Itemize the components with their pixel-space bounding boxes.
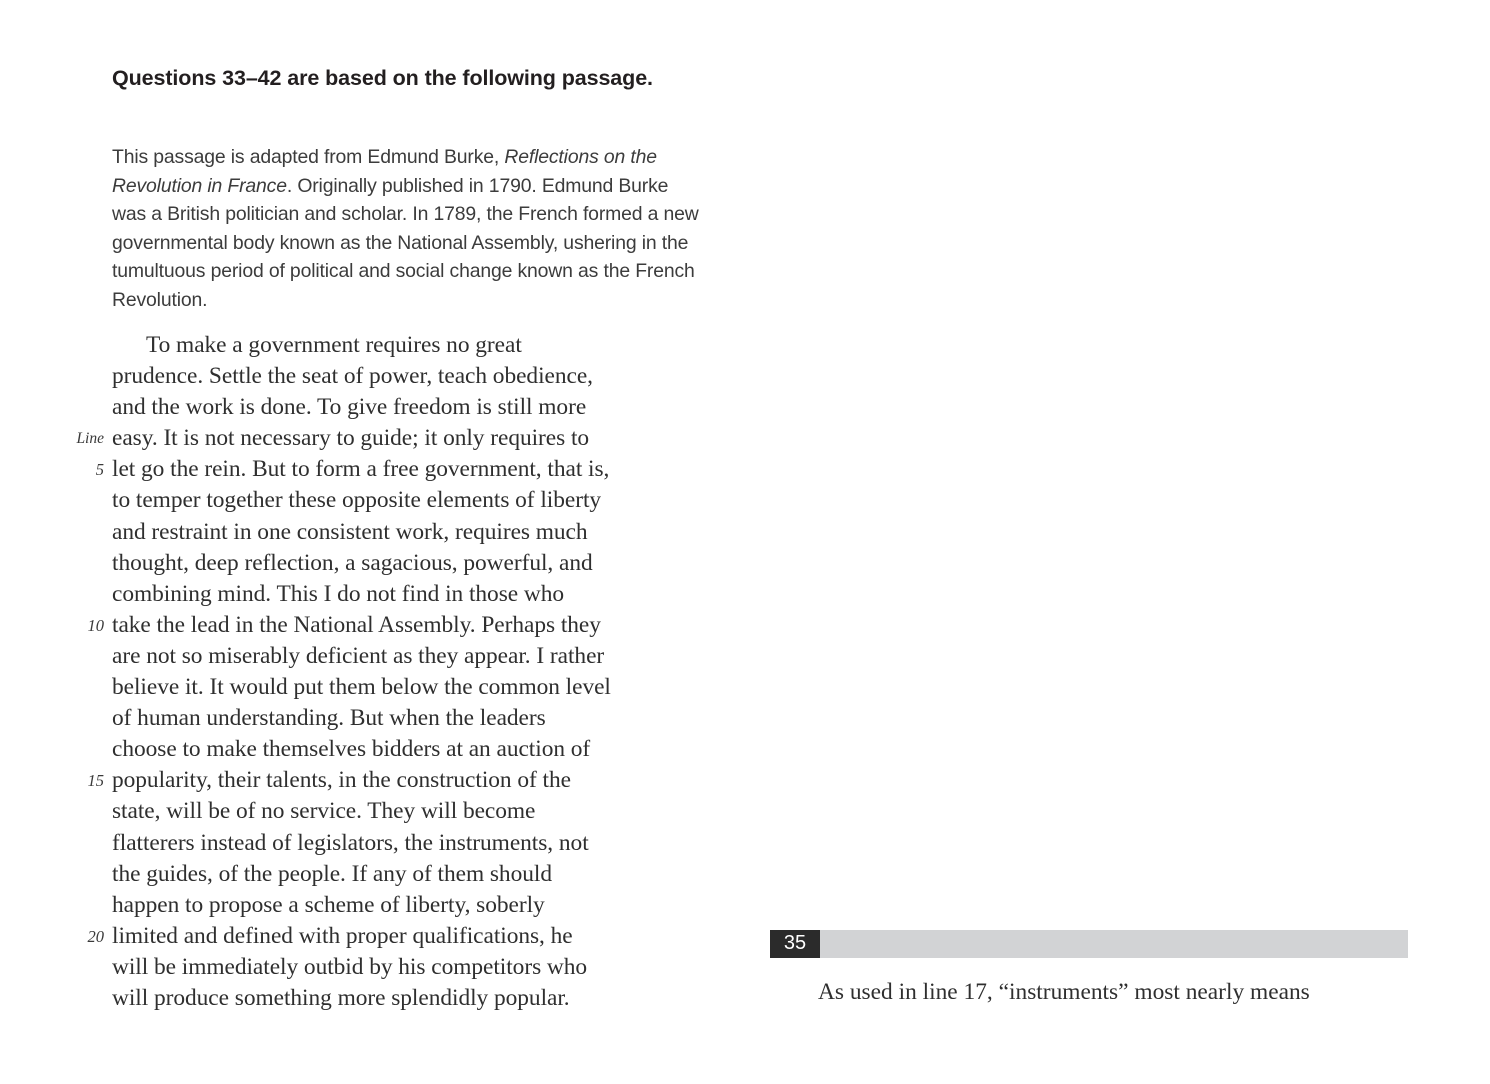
passage-line xyxy=(0,548,745,579)
passage-line-text: thought, deep reflection, a sagacious, powerful, and xyxy=(112,549,593,576)
passage-line xyxy=(0,828,745,859)
passage-line-text: and restraint in one consistent work, requires much xyxy=(112,518,588,545)
passage-line xyxy=(0,579,745,610)
passage-line xyxy=(0,517,745,548)
passage-intro-blurb xyxy=(112,143,704,315)
passage-line xyxy=(0,454,745,485)
passage-line xyxy=(0,703,745,734)
passage-line xyxy=(0,890,745,921)
passage-line-text: believe it. It would put them below the common level xyxy=(112,674,611,701)
passage-line-text: easy. It is not necessary to guide; it only requires to xyxy=(112,425,590,452)
passage-line xyxy=(0,859,745,890)
passage-line-text: let go the rein. But to form a free government, that is, xyxy=(112,456,610,483)
passage-line xyxy=(0,641,745,672)
passage-line xyxy=(0,330,745,361)
question-stem: As used in line 17, “instruments” most nearly means xyxy=(818,979,1310,1005)
passage-line-text: happen to propose a scheme of liberty, soberly xyxy=(112,891,545,918)
passage-line xyxy=(0,952,745,983)
line-label: Line xyxy=(76,430,104,448)
passage-intro-part2: . Originally published in 1790. Edmund Burke was a British politician and scholar. In 1789, the French formed a new governmental body known as the National Assembly, ushering in the tumultuous period of political and social change known as the French Revolution. xyxy=(112,174,699,311)
passage-line-text: will be immediately outbid by his competitors who xyxy=(112,953,588,980)
passage-line xyxy=(0,361,745,392)
question-number-badge: 35 xyxy=(770,930,820,958)
passage-line-text: and the work is done. To give freedom is still more xyxy=(112,394,587,421)
passage-line-text: of human understanding. But when the leaders xyxy=(112,705,546,732)
passage-line xyxy=(0,423,745,454)
passage-line xyxy=(0,672,745,703)
passage-line-text: take the lead in the National Assembly. Perhaps they xyxy=(112,611,601,638)
passage-line-text: will produce something more splendidly popular. xyxy=(112,984,570,1011)
passage-line xyxy=(0,765,745,796)
passage-line-text: prudence. Settle the seat of power, teach obedience, xyxy=(112,363,593,390)
line-number: 5 xyxy=(95,460,104,480)
question-column xyxy=(745,0,1490,1084)
passage-line-text: choose to make themselves bidders at an auction of xyxy=(112,736,591,763)
passage-line xyxy=(0,485,745,516)
passage-line xyxy=(0,734,745,765)
passage-body xyxy=(0,330,745,1014)
passage-intro-source-title: Reflections on the Revolution in France xyxy=(112,146,657,197)
passage-line-text: to temper together these opposite elements of liberty xyxy=(112,487,602,514)
passage-line-text: flatterers instead of legislators, the instruments, not xyxy=(112,829,589,856)
question-header xyxy=(770,930,1408,958)
passage-line xyxy=(0,983,745,1014)
passage-heading: Questions 33–42 are based on the following passage. xyxy=(112,66,653,90)
passage-line xyxy=(0,921,745,952)
question-header-bar xyxy=(820,930,1408,958)
line-number: 20 xyxy=(87,926,104,946)
passage-line-text: To make a government requires no great xyxy=(146,332,522,358)
passage-line-text: limited and defined with proper qualifications, he xyxy=(112,922,573,949)
passage-line xyxy=(0,796,745,827)
passage-line-text: the guides, of the people. If any of them should xyxy=(112,860,552,887)
line-number: 15 xyxy=(87,771,104,791)
passage-line-text: are not so miserably deficient as they appear. I rather xyxy=(112,642,605,669)
passage-line-text: combining mind. This I do not find in those who xyxy=(112,580,565,607)
passage-intro-part1: This passage is adapted from Edmund Burke, xyxy=(112,146,505,168)
passage-line xyxy=(0,392,745,423)
line-number: 10 xyxy=(87,615,104,635)
passage-line-text: popularity, their talents, in the construction of the xyxy=(112,767,571,794)
passage-line-text: state, will be of no service. They will become xyxy=(112,798,536,825)
passage-line xyxy=(0,610,745,641)
